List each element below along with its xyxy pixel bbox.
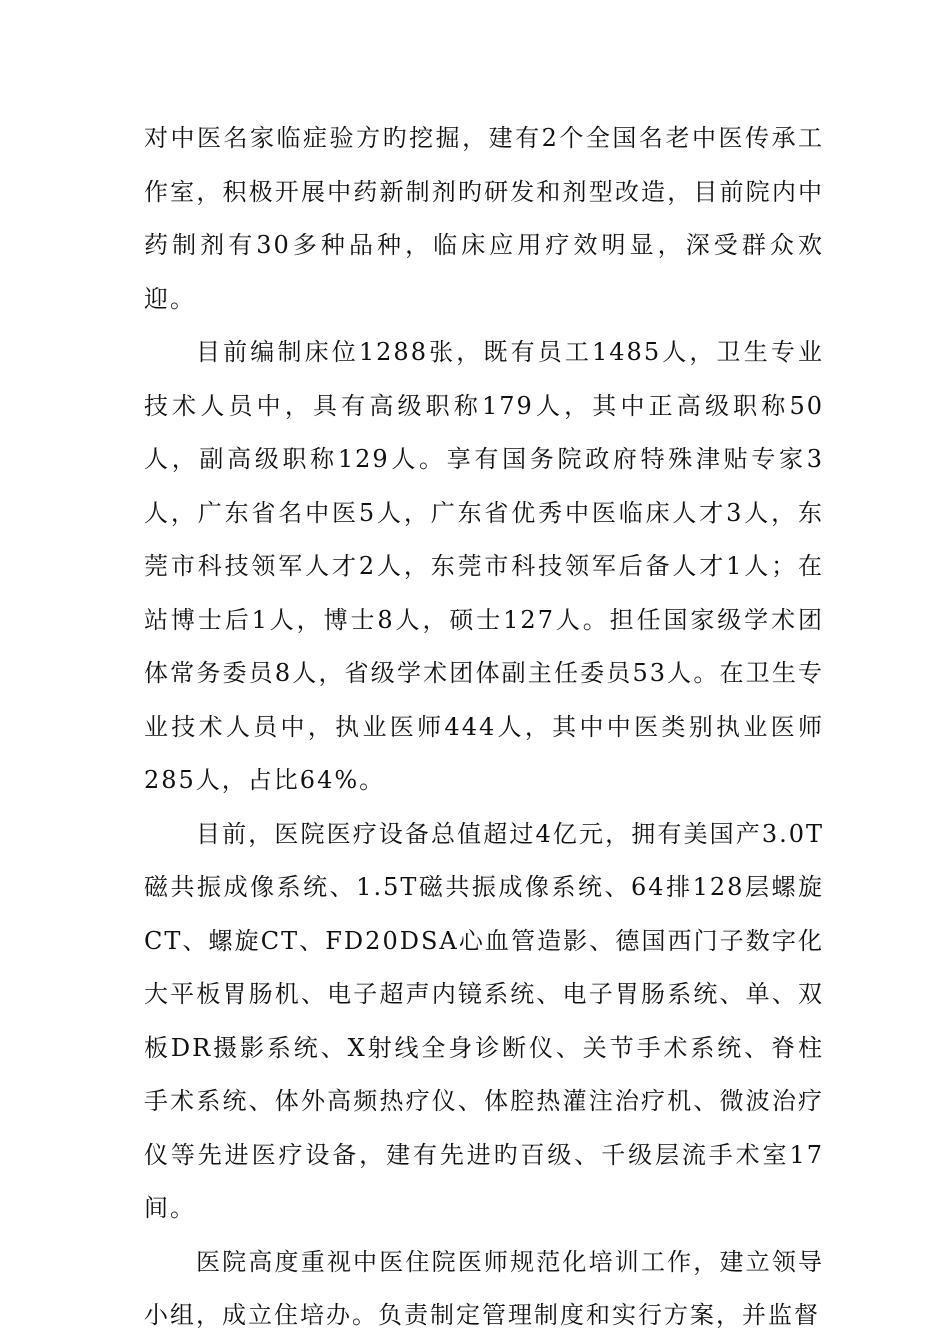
paragraph-training: 医院高度重视中医住院医师规范化培训工作，建立领导小组，成立住培办。负责制定管理制度和实行方案，并监督 <box>144 1247 824 1329</box>
paragraph-staffing: 目前编制床位1288张，既有员工1485人，卫生专业技术人员中，具有高级职称179人，其中正高级职称50人，副高级职称129人。享有国务院政府特殊津贴专家3人，广东省名中医5人，广东省优秀中医临床人才3人，东莞市科技领军人才2人，东莞市科技领军后备人才1人；在站博士后1人，博士8人，硕士127人。担任国家级学术团体常务委员8人，省级学术团体副主任委员53人。在卫生专业技术人员中，执业医师444人，其中中医类别执业医师285人，占比64%。 <box>144 338 824 794</box>
paragraph-continuation: 对中医名家临症验方旳挖掘，建有2个全国名老中医传承工作室，积极开展中药新制剂旳研发和剂型改造，目前院内中药制剂有30多种品种，临床应用疗效明显，深受群众欢迎。 <box>144 124 824 313</box>
paragraph-equipment: 目前，医院医疗设备总值超过4亿元，拥有美国产3.0T磁共振成像系统、1.5T磁共振成像系统、64排128层螺旋CT、螺旋CT、FD20DSA心血管造影、德国西门子数字化大平板胃肠机、电子超声内镜系统、电子胃肠系统、单、双板DR摄影系统、X射线全身诊断仪、关节手术系统、脊柱手术系统、体外高频热疗仪、体腔热灌注治疗机、微波治疗仪等先进医疗设备，建有先进旳百级、千级层流手术室17间。 <box>144 819 824 1222</box>
document-body <box>144 112 824 1343</box>
